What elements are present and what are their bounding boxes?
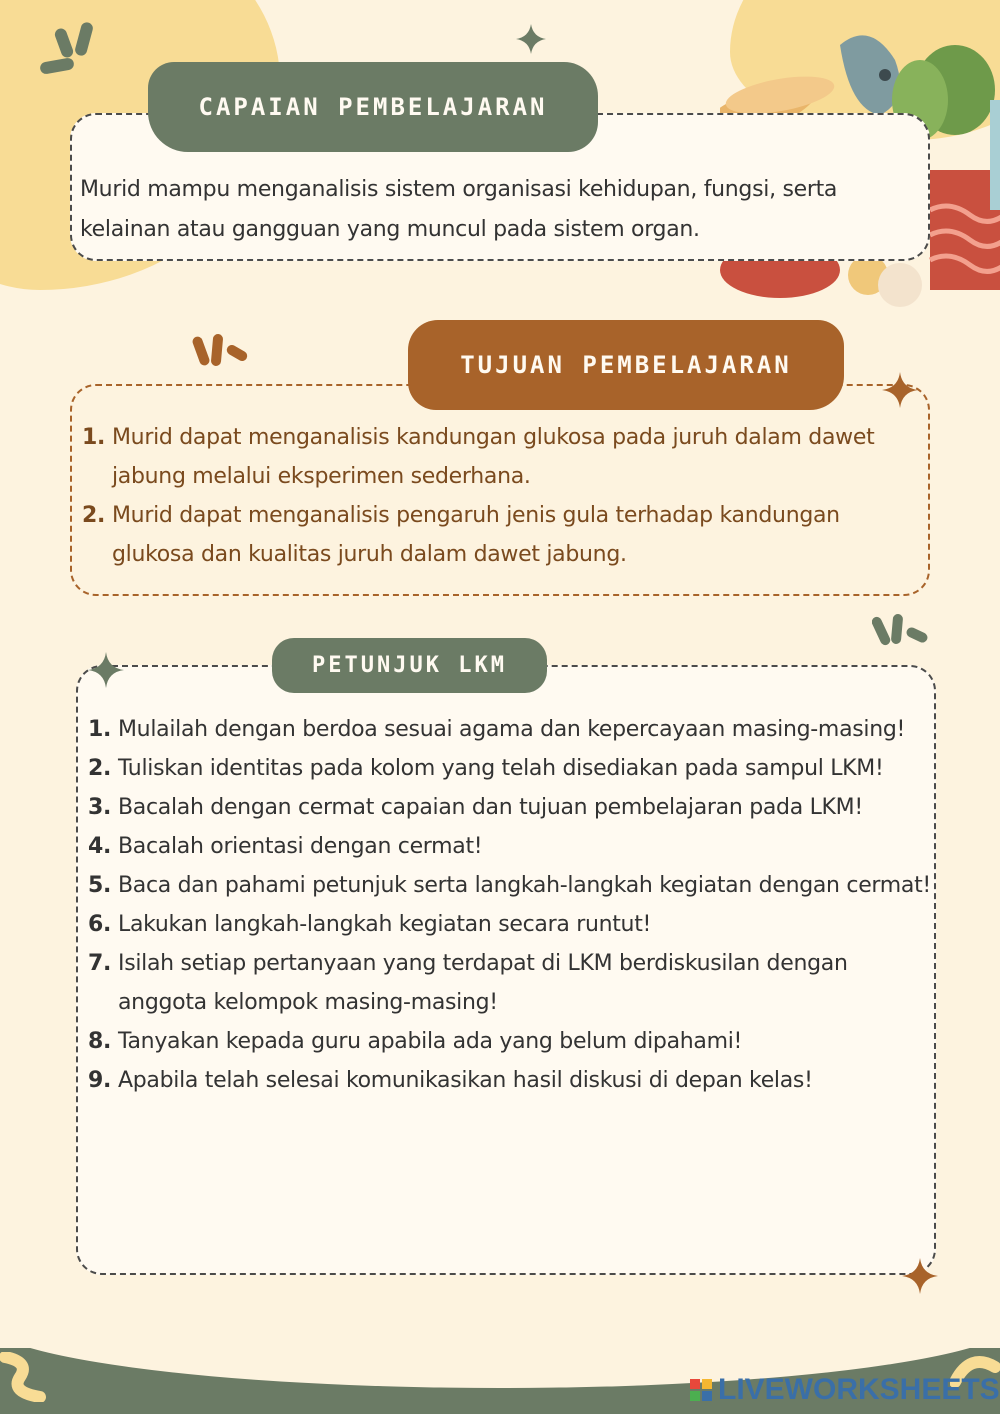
list-text: Lakukan langkah-langkah kegiatan secara runtut! (118, 912, 652, 937)
dash-marks-icon (192, 334, 252, 374)
list-text: Tanyakan kepada guru apabila ada yang belum dipahami! (118, 1029, 743, 1054)
capaian-title: CAPAIAN PEMBELAJARAN (148, 62, 598, 152)
squiggle-icon (0, 1352, 50, 1402)
list-item (88, 944, 932, 1022)
list-item (82, 418, 926, 496)
tujuan-list (82, 418, 926, 574)
list-number: 1. (82, 425, 106, 450)
list-item (88, 749, 932, 788)
petunjuk-title: PETUNJUK LKM (272, 638, 547, 693)
list-number: 4. (88, 834, 112, 859)
list-number: 3. (88, 795, 112, 820)
logo-text: LIVEWORKSHEETS (718, 1373, 1000, 1406)
list-item (82, 496, 926, 574)
sparkle-icon (882, 372, 918, 408)
list-text: Murid dapat menganalisis kandungan glukosa pada juruh dalam dawet jabung melalui eksperimen sederhana. (112, 425, 875, 489)
list-text: Apabila telah selesai komunikasikan hasil diskusi di depan kelas! (118, 1068, 813, 1093)
list-text: Tuliskan identitas pada kolom yang telah disediakan pada sampul LKM! (118, 756, 884, 781)
dash-marks-icon (38, 20, 108, 80)
list-text: Mulailah dengan berdoa sesuai agama dan kepercayaan masing-masing! (118, 717, 906, 742)
list-text: Bacalah orientasi dengan cermat! (118, 834, 483, 859)
list-number: 6. (88, 912, 112, 937)
list-item (88, 1061, 932, 1100)
list-number: 5. (88, 873, 112, 898)
list-number: 9. (88, 1068, 112, 1093)
dash-marks-icon (872, 612, 932, 652)
sparkle-icon (902, 1258, 938, 1294)
sparkle-icon (88, 652, 124, 688)
petunjuk-list (88, 710, 932, 1100)
list-number: 7. (88, 951, 112, 976)
list-item (88, 866, 932, 905)
capaian-text: Murid mampu menganalisis sistem organisasi kehidupan, fungsi, serta kelainan atau gangguan yang muncul pada sistem organ. (80, 177, 838, 242)
list-number: 2. (88, 756, 112, 781)
list-number: 1. (88, 717, 112, 742)
list-text: Isilah setiap pertanyaan yang terdapat di LKM berdiskusilan dengan anggota kelompok masing-masing! (118, 951, 848, 1015)
list-item (88, 827, 932, 866)
sparkle-icon (516, 24, 546, 54)
list-number: 8. (88, 1029, 112, 1054)
list-text: Murid dapat menganalisis pengaruh jenis gula terhadap kandungan glukosa dan kualitas juruh dalam dawet jabung. (112, 503, 840, 567)
list-item (88, 1022, 932, 1061)
list-item (88, 788, 932, 827)
list-text: Bacalah dengan cermat capaian dan tujuan pembelajaran pada LKM! (118, 795, 863, 820)
list-text: Baca dan pahami petunjuk serta langkah-langkah kegiatan dengan cermat! (118, 873, 931, 898)
tujuan-title: TUJUAN PEMBELAJARAN (408, 320, 844, 410)
liveworksheets-logo-icon (690, 1379, 712, 1401)
list-item (88, 710, 932, 749)
liveworksheets-logo[interactable] (690, 1372, 1000, 1408)
list-item (88, 905, 932, 944)
list-number: 2. (82, 503, 106, 528)
